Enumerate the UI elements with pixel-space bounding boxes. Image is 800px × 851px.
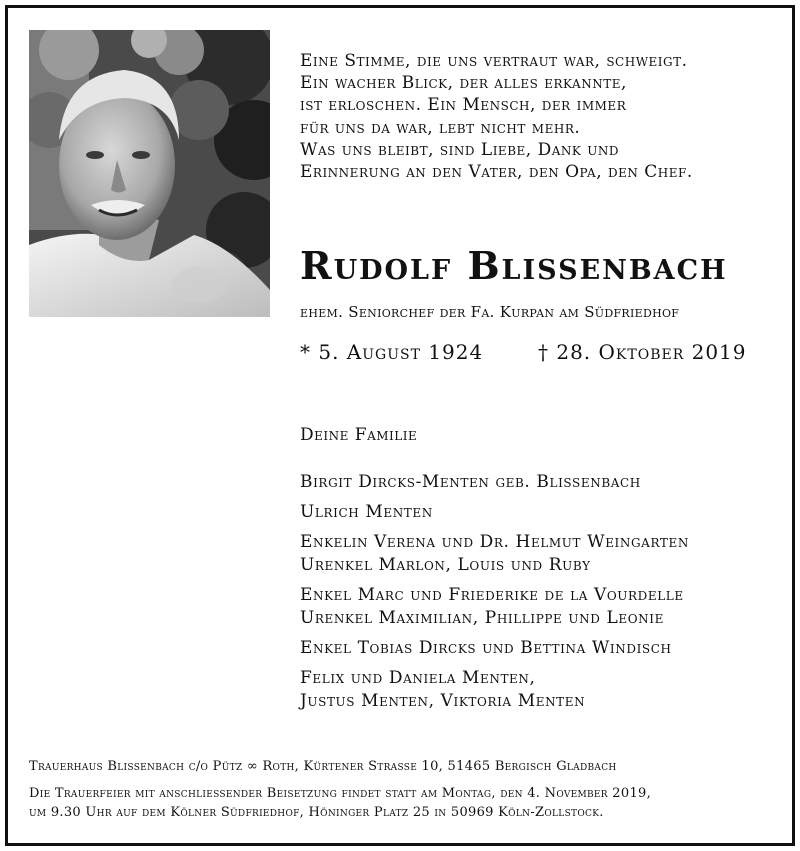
family-group xyxy=(300,584,780,630)
family-member: Enkelin Verena und Dr. Helmut Weingarten xyxy=(300,532,689,552)
family-list xyxy=(300,471,780,720)
family-member: Urenkel Marlon, Louis und Ruby xyxy=(300,555,591,575)
family-member: Felix und Daniela Menten, xyxy=(300,668,536,688)
footer-info xyxy=(29,757,779,822)
family-member: Urenkel Maximilian, Phillippe und Leonie xyxy=(300,608,664,628)
mourning-house-address: Trauerhaus Blissenbach c/o Pütz ∞ Roth, Kürtener Strasse 10, 51465 Bergisch Gladbach xyxy=(29,759,617,774)
poem-line: Was uns bleibt, sind Liebe, Dank und xyxy=(300,139,619,160)
service-info-line: um 9.30 Uhr auf dem Kölner Südfriedhof, Höninger Platz 25 in 50969 Köln-Zollstock. xyxy=(29,805,604,820)
service-info-line: Die Trauerfeier mit anschliessender Beisetzung findet statt am Montag, den 4. November 2019, xyxy=(29,786,652,801)
poem-line: für uns da war, lebt nicht mehr. xyxy=(300,117,581,138)
poem-line: Ein wacher Blick, der alles erkannte, xyxy=(300,73,627,94)
family-member: Birgit Dircks-Menten geb. Blissenbach xyxy=(300,472,641,492)
family-heading: Deine Familie xyxy=(300,425,418,445)
portrait-photo xyxy=(29,30,270,317)
death-date: † 28. Oktober 2019 xyxy=(538,340,747,364)
family-member: Justus Menten, Viktoria Menten xyxy=(300,691,586,711)
deceased-role: ehem. Seniorchef der Fa. Kurpan am Südfriedhof xyxy=(300,303,680,321)
life-dates xyxy=(300,340,780,364)
family-group xyxy=(300,501,780,524)
poem-line: Eine Stimme, die uns vertraut war, schweigt. xyxy=(300,51,688,71)
poem xyxy=(300,50,780,183)
family-group xyxy=(300,471,780,494)
family-group xyxy=(300,637,780,660)
family-group xyxy=(300,531,780,577)
deceased-name: Rudolf Blissenbach xyxy=(300,243,728,288)
family-member: Enkel Marc und Friederike de la Vourdelle xyxy=(300,585,684,605)
family-member: Ulrich Menten xyxy=(300,502,433,522)
family-group xyxy=(300,667,780,713)
poem-line: ist erloschen. Ein Mensch, der immer xyxy=(300,95,627,116)
family-member: Enkel Tobias Dircks und Bettina Windisch xyxy=(300,638,672,658)
birth-date: * 5. August 1924 xyxy=(300,340,484,364)
poem-line: Erinnerung an den Vater, den Opa, den Chef. xyxy=(300,162,693,183)
